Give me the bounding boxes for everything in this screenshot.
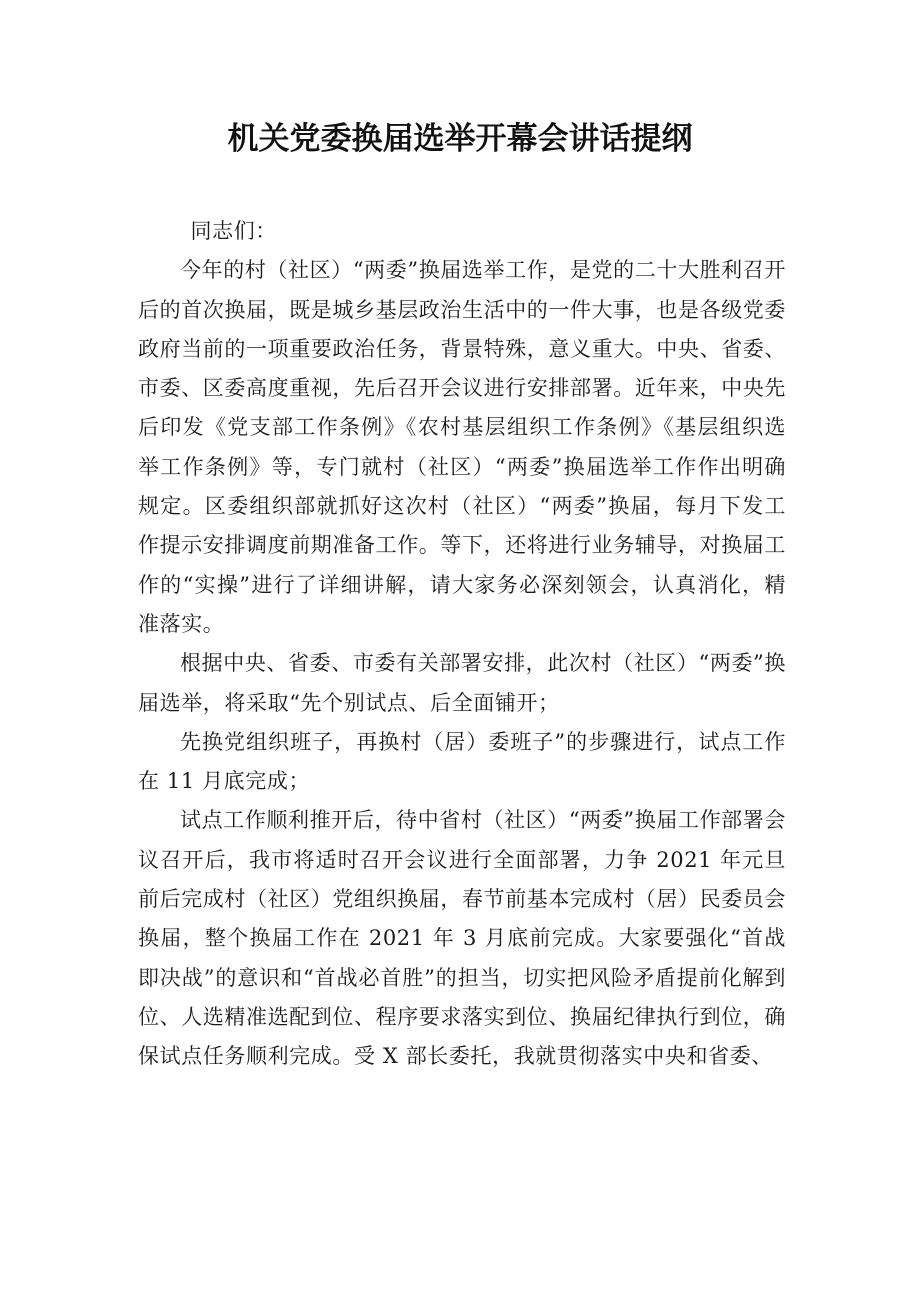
document-title: 机关党委换届选举开幕会讲话提纲 bbox=[227, 121, 693, 157]
paragraph-4: 试点工作顺利推开后，待中省村（社区）“两委”换届工作部署会议召开后，我市将适时召开会议进行全面部署，力争 2021 年元旦前后完成村（社区）党组织换届，春节前基本完成村（居）民委员会换届，整个换届工作在 2021 年 3 月底前完成。大家要强化“首战即决战”的意识和“首战必首胜”的担当，切实把风险矛盾提前化解到位、人选精准选配到位、程序要求落实到位、换届纪律执行到位，确保试点任务顺利完成。受 X 部长委托，我就贯彻落实中央和省委、 bbox=[138, 808, 786, 1069]
paragraph-1: 今年的村（社区）“两委”换届选举工作，是党的二十大胜利召开后的首次换届，既是城乡基层政治生活中的一件大事，也是各级党委政府当前的一项重要政治任务，背景特殊，意义重大。中央、省委、市委、区委高度重视，先后召开会议进行安排部署。近年来，中央先后印发《党支部工作条例》《农村基层组织工作条例》《基层组织选举工作条例》等，专门就村（社区）“两委”换届选举工作作出明确规定。区委组织部就抓好这次村（社区）“两委”换届，每月下发工作提示安排调度前期准备工作。等下，还将进行业务辅导，对换届工作的“实操”进行了详细讲解，请大家务必深刻领会，认真消化，精准落实。 bbox=[138, 258, 786, 636]
paragraph-2: 根据中央、省委、市委有关部署安排，此次村（社区）“两委”换届选举，将采取“先个别试点、后全面铺开； bbox=[138, 651, 786, 715]
paragraph-3: 先换党组织班子，再换村（居）委班子”的步骤进行，试点工作在 11 月底完成； bbox=[138, 729, 786, 794]
salutation: 同志们： bbox=[190, 219, 277, 243]
document-body bbox=[138, 212, 786, 1077]
